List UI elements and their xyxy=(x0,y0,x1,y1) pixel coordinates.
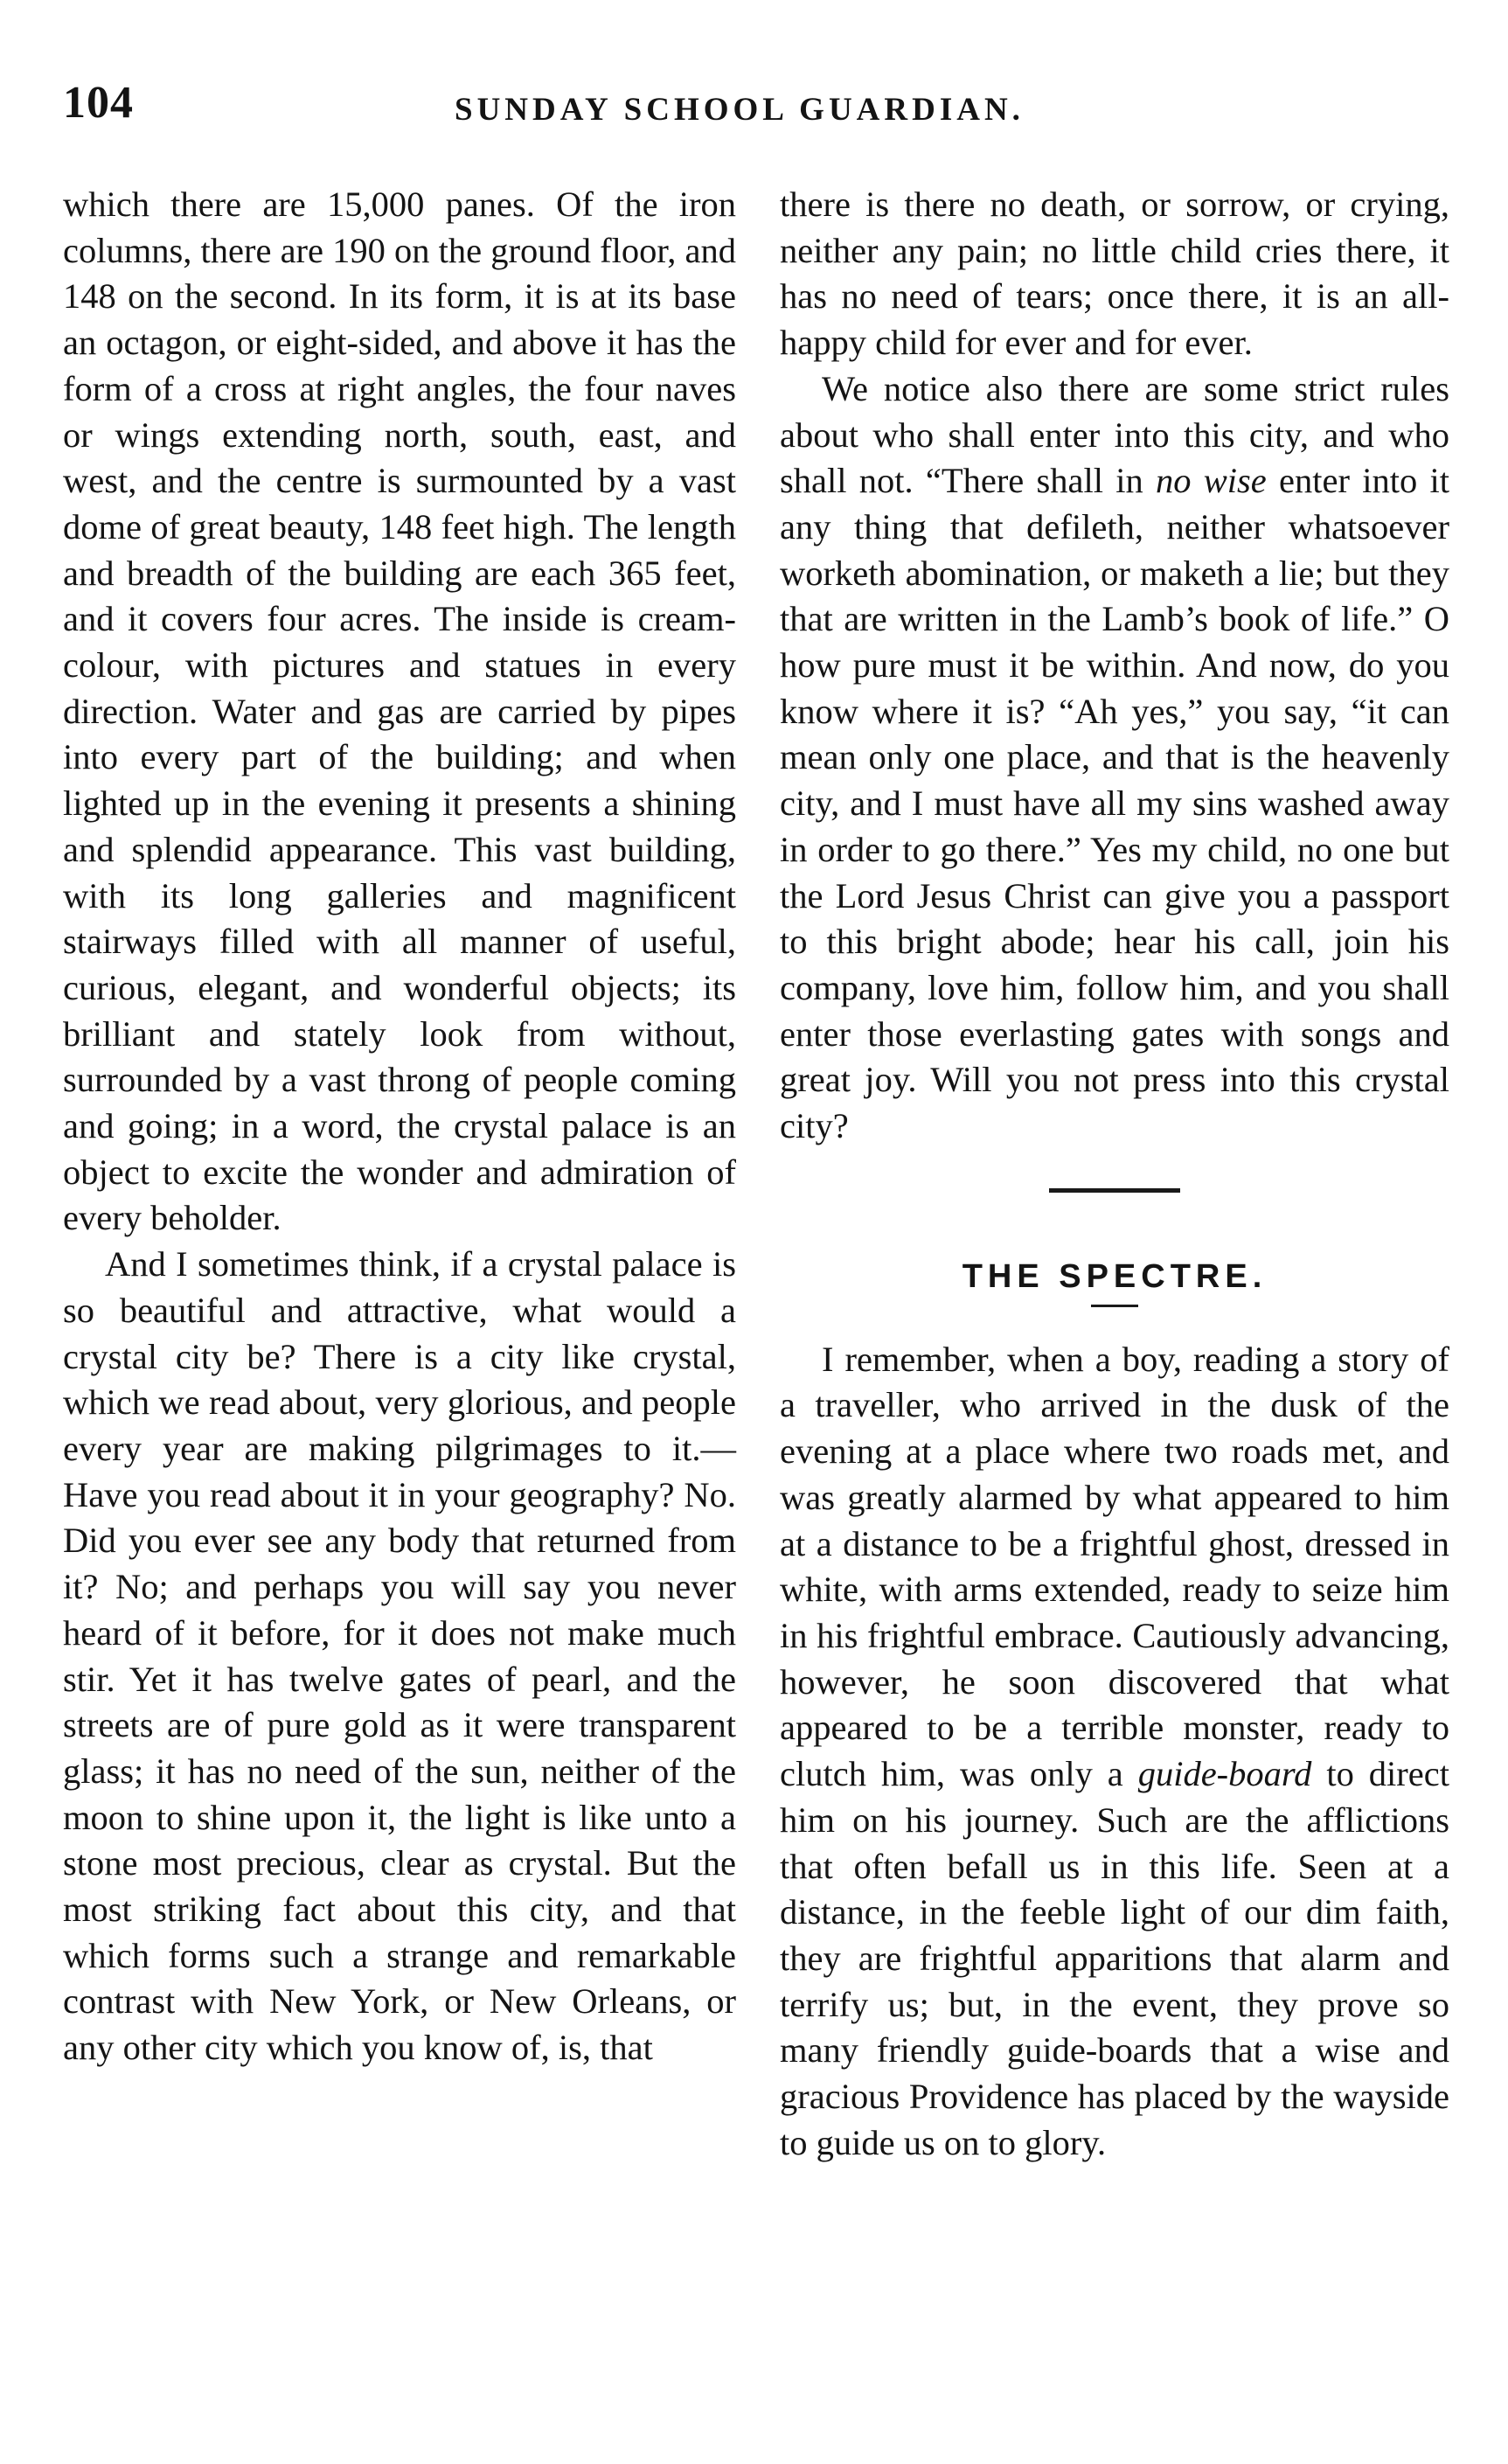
article-paragraph: there is there no death, or sorrow, or crying, neither any pain; no little child cries there, it has no need of tears; once there, it is an all-happy child for ever and for ever. xyxy=(780,184,1449,363)
title-underline xyxy=(1091,1305,1138,1307)
italic-phrase: guide-board xyxy=(1137,1754,1312,1794)
article-paragraph xyxy=(780,1337,1449,2167)
article-paragraph: And I sometimes think, if a crystal palace is so beautiful and attractive, what would a crystal city be? There is a city like crystal, which we read about, very glorious, and people every year are making pilgrimages to it.—Have you read about it in your geography? No. Did you ever see any body that returned from it? No; and perhaps you will say you never heard of it before, for it does not make much stir. Yet it has twelve gates of pearl, and the streets are of pure gold as it were transparent glass; it has no need of the sun, neither of the moon to shine upon it, the light is like unto a stone most precious, clear as crystal. But the most striking fact about this city, and that which forms such a strange and remarkable contrast with New York, or New Orleans, or any other city which you know of, is, that xyxy=(63,1244,736,2068)
running-head: SUNDAY SCHOOL GUARDIAN. xyxy=(455,92,1025,128)
left-column xyxy=(63,182,736,2071)
paragraph-text: to direct him on his journey. Such are the afflictions that often befall us in this life. Seen at a distance, in the feeble light of our dim faith, they are frightful apparitions that alarm and terrify us; but, in the event, they prove so many friendly guide-boards that a wise and gracious Providence has placed by the wayside to guide us on to glory. xyxy=(780,1754,1449,2162)
page-number: 104 xyxy=(63,78,134,128)
section-title: THE SPECTRE. xyxy=(962,1257,1268,1295)
paragraph-text: We notice also there are some strict rules about who shall enter into this city, and who shall not. “There shall in xyxy=(780,368,1449,501)
italic-phrase: no wise xyxy=(1156,461,1267,501)
section-divider xyxy=(1049,1188,1180,1193)
right-column xyxy=(780,182,1449,2166)
paragraph-text: I remember, when a boy, reading a story of a traveller, who arrived in the dusk of the evening at a place where two roads met, and was greatly alarmed by what appeared to him at a distance to be a frightful ghost, dressed in white, with arms extended, ready to seize him in his frightful embrace. Cautiously advancing, however, he soon discovered that what appeared to be a terrible monster, ready to clutch him, was only a xyxy=(780,1339,1449,1794)
paragraph-text: enter into it any thing that defileth, neither whatsoever worketh abomination, or maketh a lie; but they that are written in the Lamb’s book of life.” O how pure must it be within. And now, do you know where it is? “Ah yes,” you say, “it can mean only one place, and that is the heavenly city, and I must have all my sins washed away in order to go there.” Yes my child, no one but the Lord Jesus Christ can give you a passport to this bright abode; hear his call, join his company, love him, follow him, and you shall enter those everlasting gates with songs and great joy. Will you not press into this crystal city? xyxy=(780,461,1450,1146)
article-paragraph: which there are 15,000 panes. Of the iron columns, there are 190 on the ground floor, and 148 on the second. In its form, it is at its base an octagon, or eight-sided, and above it has the form of a cross at right angles, the four naves or wings extending north, south, east, and west, and the centre is surmounted by a vast dome of great beauty, 148 feet high. The length and breadth of the building are each 365 feet, and it covers four acres. The inside is cream-colour, with pictures and statues in every direction. Water and gas are carried by pipes into every part of the building; and when lighted up in the evening it presents a shining and splendid appearance. This vast building, with its long galleries and magnificent stairways filled with all manner of useful, curious, elegant, and wonderful objects; its brilliant and stately look from without, surrounded by a vast throng of people coming and going; in a word, the crystal palace is an object to excite the wonder and admiration of every beholder. xyxy=(63,184,736,1238)
article-paragraph xyxy=(780,366,1449,1150)
